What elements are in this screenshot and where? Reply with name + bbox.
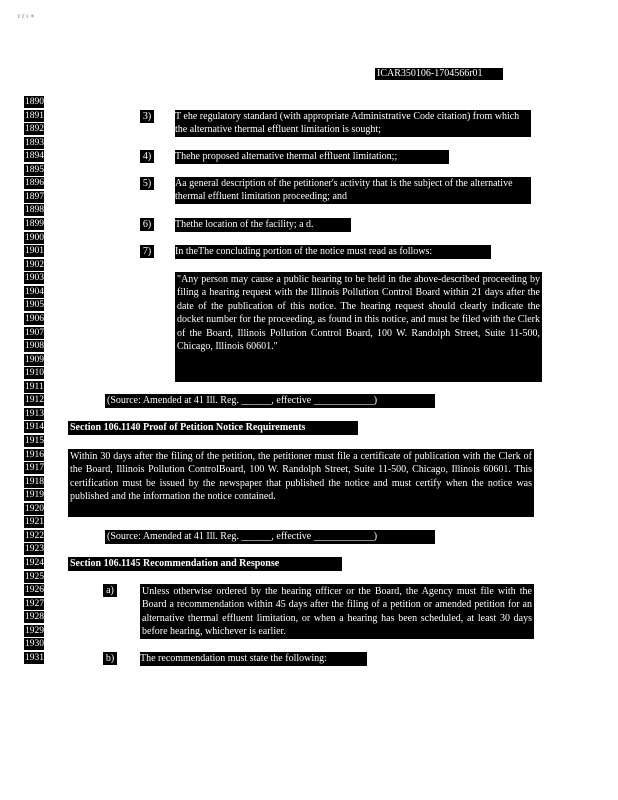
line-number: 1909 — [25, 355, 44, 365]
line-number: 1900 — [25, 233, 44, 243]
item-marker-4: 4) — [140, 150, 154, 163]
line-number: 1908 — [25, 341, 44, 351]
line-number: 1890 — [25, 97, 44, 107]
line-number: 1920 — [25, 504, 44, 514]
item-text-a: Unless otherwise ordered by the hearing officer or the Board, the Agency must file with the Board a recommendation within 45 days after the filing of a petition or amended petition for an alternative thermal effluent limitation, or when a hearing has been scheduled, at least 30 days before hearing, whichever is earlier. — [142, 586, 532, 638]
line-number: 1903 — [25, 273, 44, 283]
line-number: 1931 — [25, 653, 44, 663]
line-number: 1929 — [25, 626, 44, 636]
item-text-3: T ehe regulatory standard (with appropriate Administrative Code citation) from which the alternative thermal effluent limitation is sought; — [175, 110, 531, 137]
line-number: 1895 — [25, 165, 44, 175]
line-number: 1906 — [25, 314, 44, 324]
line-number: 1894 — [25, 151, 44, 161]
line-number: 1892 — [25, 124, 44, 134]
notice-quote: "Any person may cause a public hearing to be held in the above-described proceeding by filing a hearing request with the Illinois Pollution Control Board within 21 days after the date of the publication of this notice. The hearing request should clearly indicate the docket number for the proceeding, as found in this notice, and must be filed with the Clerk of the Board, Illinois Pollution Control Board, 100 W. Randolph Street, Suite 11-500, Chicago, Illinois 60601." — [175, 272, 542, 382]
line-number: 1928 — [25, 612, 44, 622]
line-number: 1910 — [25, 368, 44, 378]
line-number: 1893 — [25, 138, 44, 148]
line-number: 1926 — [25, 585, 44, 595]
item-marker-a: a) — [103, 584, 117, 597]
line-number: 1924 — [25, 558, 44, 568]
line-number: 1919 — [25, 490, 44, 500]
line-number: 1907 — [25, 328, 44, 338]
line-number: 1922 — [25, 531, 44, 541]
source-note-1: (Source: Amended at 41 Ill. Reg. ______, effective ____________) — [105, 394, 435, 408]
item-text-5: Aa general description of the petitioner's activity that is the subject of the alternative thermal effluent limitation proceeding; and — [175, 177, 531, 204]
section-paragraph-1140: Within 30 days after the filing of the petition, the petitioner must file a certificate of publication with the Clerk of the Board, Illinois Pollution ControlBoard, 100 W. Randolph Street, Suite 11-500, Chicago, Illinois 60601. This certification must be issued by the newspaper that published the notice and must certify when the notice was published and the information the notice contained. — [68, 449, 534, 517]
line-number: 1921 — [25, 517, 44, 527]
line-number: 1897 — [25, 192, 44, 202]
line-number: 1925 — [25, 572, 44, 582]
source-note-2: (Source: Amended at 41 Ill. Reg. ______, effective ____________) — [105, 530, 435, 544]
item-marker-3: 3) — [140, 110, 154, 123]
item-text-b: The recommendation must state the following: — [140, 652, 367, 666]
line-number: 1905 — [25, 300, 44, 310]
line-number: 1915 — [25, 436, 44, 446]
line-number: 1914 — [25, 422, 44, 432]
line-number: 1899 — [25, 219, 44, 229]
line-number: 1918 — [25, 477, 44, 487]
line-number: 1913 — [25, 409, 44, 419]
item-text-6: Thethe location of the facility; a d. — [175, 218, 351, 232]
line-number: 1911 — [25, 382, 44, 392]
section-heading-1140: Section 106.1140 Proof of Petition Notice Requirements — [68, 421, 358, 435]
line-number: 1930 — [25, 639, 44, 649]
line-number: 1898 — [25, 205, 44, 215]
item-text-4: Thehe proposed alternative thermal effluent limitation;; — [175, 150, 449, 164]
item-text-7: In theThe concluding portion of the notice must read as follows: — [175, 245, 491, 259]
line-number: 1916 — [25, 450, 44, 460]
document-id: ICAR350106-1704566r01 — [375, 68, 503, 80]
scan-specks: r r ı ∗ — [18, 12, 35, 20]
item-marker-7: 7) — [140, 245, 154, 258]
item-marker-5: 5) — [140, 177, 154, 190]
item-marker-b: b) — [103, 652, 117, 665]
line-number: 1896 — [25, 178, 44, 188]
line-number: 1927 — [25, 599, 44, 609]
line-number: 1901 — [25, 246, 44, 256]
line-number: 1902 — [25, 260, 44, 270]
section-heading-1145: Section 106.1145 Recommendation and Response — [68, 557, 342, 571]
line-number: 1912 — [25, 395, 44, 405]
line-number: 1923 — [25, 544, 44, 554]
line-number: 1917 — [25, 463, 44, 473]
line-number: 1891 — [25, 111, 44, 121]
item-marker-6: 6) — [140, 218, 154, 231]
line-number: 1904 — [25, 287, 44, 297]
